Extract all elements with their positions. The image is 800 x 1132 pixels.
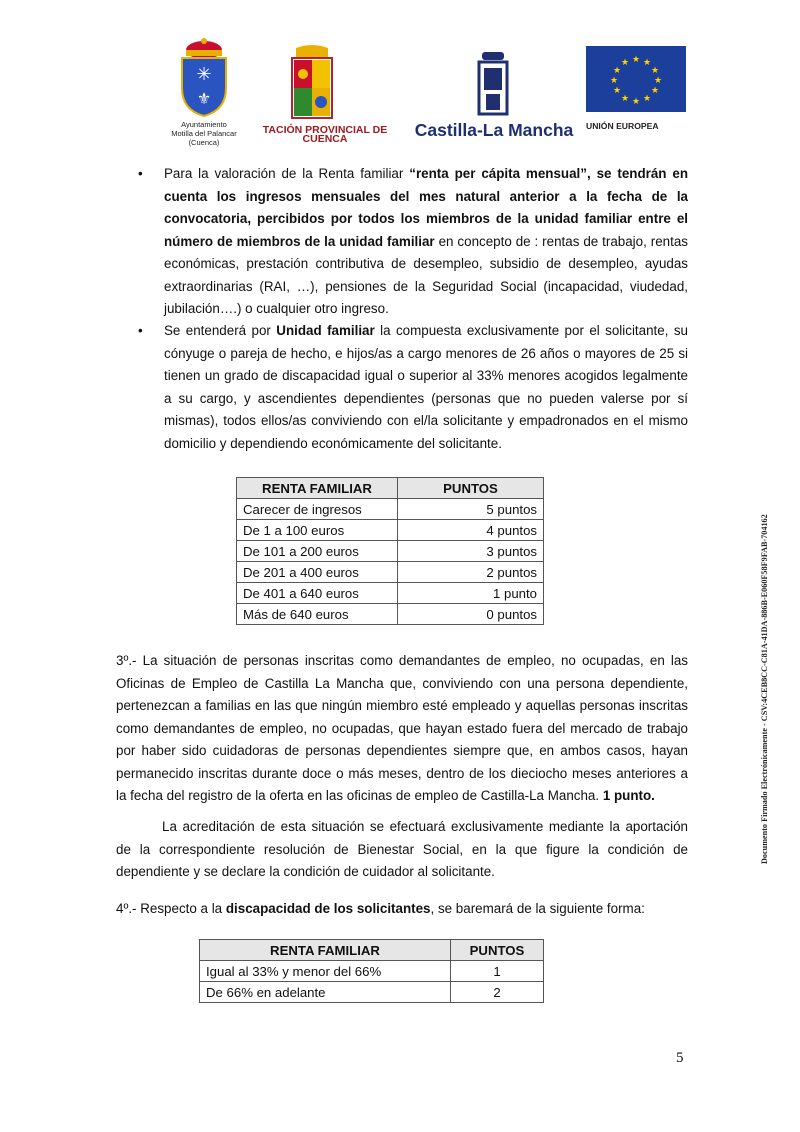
table-cell: Más de 640 euros — [237, 604, 398, 625]
table-row — [200, 961, 544, 982]
diputacion-coat-of-arms — [286, 44, 338, 128]
table-cell: 1 punto — [398, 583, 544, 604]
bold-run: 1 punto. — [602, 788, 655, 803]
column-header: PUNTOS — [398, 478, 544, 499]
table-cell: 4 puntos — [398, 520, 544, 541]
castilla-la-mancha-caption: Castilla-La Mancha — [414, 120, 574, 140]
bullet-icon: • — [138, 323, 143, 338]
column-header: RENTA FAMILIAR — [200, 940, 451, 961]
page-number: 5 — [676, 1050, 684, 1066]
table-row — [237, 499, 544, 520]
bullet-text — [164, 163, 688, 321]
bullet-icon: • — [138, 166, 143, 181]
svg-text:★: ★ — [650, 66, 660, 76]
text-run: la compuesta exclusivamente por el solicitante, su cónyuge o pareja de hecho, e hijos/as a cargo menores de 26 años o mayores de 25 si tienen un grado de discapacidad igual o superior al 33% menores acogidos legalmente a su cargo, y ascendientes dependientes (personas que no pueden valerse por sí mismas), todos ellos/as conviviendo con el/la solicitante y empadronados en el mismo domicilio y dependiendo económicamente del solicitante. — [164, 323, 688, 451]
table-header-row — [237, 478, 544, 499]
text-run: 4º.- Respecto a la — [116, 901, 226, 916]
svg-text:★: ★ — [612, 86, 622, 96]
table-cell: De 1 a 100 euros — [237, 520, 398, 541]
table-row — [237, 541, 544, 562]
table-row — [237, 520, 544, 541]
svg-text:★: ★ — [642, 94, 652, 104]
table-cell: 0 puntos — [398, 604, 544, 625]
table-cell: 2 puntos — [398, 562, 544, 583]
table-row — [237, 562, 544, 583]
svg-text:★: ★ — [609, 76, 619, 86]
table-cell: De 201 a 400 euros — [237, 562, 398, 583]
table-cell: Carecer de ingresos — [237, 499, 398, 520]
text-run: , se baremará de la siguiente forma: — [430, 901, 645, 916]
bullet-text — [164, 320, 688, 455]
svg-text:★: ★ — [620, 94, 630, 104]
discapacidad-table — [199, 939, 544, 1003]
text-run: Se entenderá por — [164, 323, 277, 338]
table-cell: 1 — [451, 961, 544, 982]
acreditacion-paragraph: La acreditación de esta situación se efectuará exclusivamente mediante la aportación de la correspondiente resolución de Bienestar Social, en la que figure la condición de dependiente y se declare la condición de cuidador al solicitante. — [116, 819, 688, 879]
table-cell: De 401 a 640 euros — [237, 583, 398, 604]
table-cell: De 66% en adelante — [200, 982, 451, 1003]
section-4-paragraph — [116, 898, 688, 921]
diputacion-caption: TACIÓN PROVINCIAL DE CUENCA — [262, 124, 388, 145]
section-3-paragraph — [116, 650, 688, 808]
bold-run: Unidad familiar — [276, 323, 375, 338]
svg-text:★: ★ — [650, 86, 660, 96]
bold-run: discapacidad de los solicitantes — [225, 901, 431, 916]
text-run: Para la valoración de la Renta familiar — [164, 166, 410, 181]
svg-text:★: ★ — [612, 66, 622, 76]
caption-line: Motilla del Palancar — [171, 129, 237, 138]
table-row — [237, 583, 544, 604]
text-run: 3º.- La situación de personas inscritas como demandantes de empleo, no ocupadas, en las Oficinas de Empleo de Castilla La Mancha que, conviviendo con una persona dependiente, pertenezcan a familias en las que ningún miembro esté empleado y aquellas personas inscritas como demandantes de empleo, no ocupadas, que hayan estado fuera del mercado de trabajo por haber sido cuidadoras de personas dependientes siempre que, en ambos casos, hayan permanecido inscritas durante doce o más meses, dentro de los dieciocho meses anteriores a la fecha del registro de la oferta en las oficinas de empleo de Castilla-La Mancha. — [116, 653, 688, 803]
svg-text:★: ★ — [631, 97, 641, 107]
column-header: RENTA FAMILIAR — [237, 478, 398, 499]
ayuntamiento-coat-of-arms — [172, 36, 236, 120]
caption-line: Ayuntamiento — [181, 120, 227, 129]
caption-line: (Cuenca) — [188, 138, 220, 147]
svg-text:★: ★ — [620, 58, 630, 68]
table-cell: 5 puntos — [398, 499, 544, 520]
column-header: PUNTOS — [451, 940, 544, 961]
bullet-renta-per-capita — [138, 163, 688, 321]
table-cell: De 101 a 200 euros — [237, 541, 398, 562]
svg-text:★: ★ — [642, 58, 652, 68]
svg-text:★: ★ — [653, 76, 663, 86]
table-cell: 3 puntos — [398, 541, 544, 562]
table-row — [200, 982, 544, 1003]
bold-run: “renta per cápita mensual”, se tendrán en cuenta los ingresos mensuales del mes natural anterior a la fecha de la convocatoria, percibidos por todos los miembros de la unidad familiar entre el número de miembros de la unidad familiar — [164, 166, 688, 249]
electronic-signature-stamp — [760, 464, 780, 864]
castilla-la-mancha-emblem — [474, 50, 512, 120]
svg-text:✳: ✳ — [196, 64, 212, 85]
table-header-row — [200, 940, 544, 961]
svg-text:⚜: ⚜ — [196, 89, 212, 108]
renta-familiar-table — [236, 477, 544, 625]
text-run: en concepto de : rentas de trabajo, rentas económicas, prestación contributiva de desempleo, subsidio de desempleo, ayudas extraordinarias (RAI, …), pensiones de la Seguridad Social (incapacidad, viudedad, jubilación….) o cualquier otro ingreso. — [164, 233, 688, 316]
table-cell: 2 — [451, 982, 544, 1003]
table-cell: Igual al 33% y menor del 66% — [200, 961, 451, 982]
header-logos — [0, 36, 800, 156]
eu-caption: UNIÓN EUROPEA — [586, 121, 659, 131]
svg-text:★: ★ — [631, 55, 641, 65]
table-row — [237, 604, 544, 625]
eu-flag-icon — [586, 46, 686, 112]
signature-csv-text: Documento Firmado Electrónicamente - CSV:4CEB8CC-C81A-41DA-886B-E060F58F9FAB-704162 — [760, 514, 769, 864]
bullet-unidad-familiar — [138, 320, 688, 455]
ayuntamiento-caption — [150, 120, 258, 147]
